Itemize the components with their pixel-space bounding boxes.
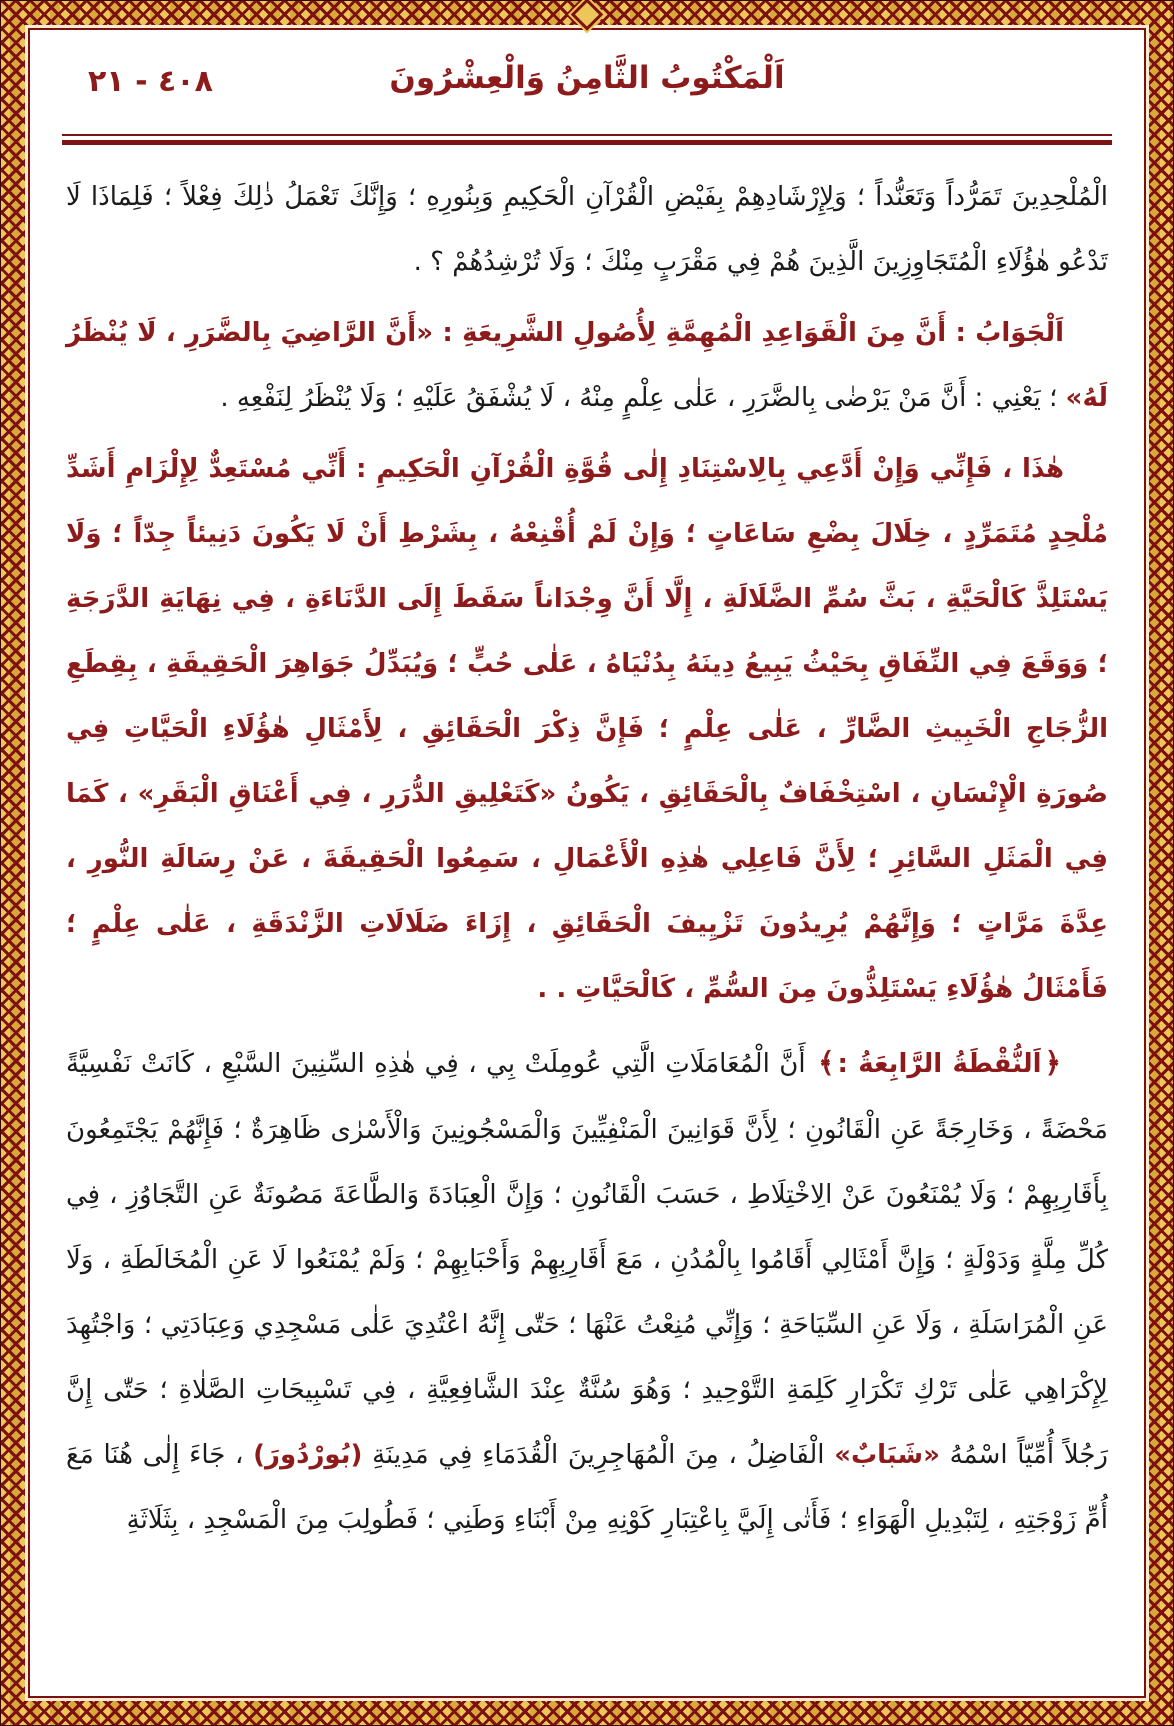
paragraph-text: الْفَاضِلُ ، مِنَ الْمُهَاجِرِينَ الْقُدَمَاءِ فِي مَدِينَةِ xyxy=(362,1440,835,1470)
city-highlight: (بُورْدُورَ) xyxy=(253,1440,363,1470)
page-header xyxy=(60,56,1114,126)
page-inner xyxy=(28,28,1146,1698)
paragraph-text: أَنَّ الْمُعَامَلَاتِ الَّتِي عُومِلَتْ بِي ، فِي هٰذِهِ السِّنِينَ السَّبْعِ ، كَانَتْ نَفْسِيَّةً مَحْضَةً ، وَخَارِجَةً عَنِ الْقَانُونِ ؛ لِأَنَّ قَوَانِينَ الْمَنْفِيِّينَ وَالْمَسْجُونِينَ وَالْأَسْرٰى ظَاهِرَةٌ ؛ فَإِنَّهُمْ يَجْتَمِعُونَ بِأَقَارِبِهِمْ ؛ وَلَا يُمْنَعُونَ عَنْ الِاخْتِلَاطِ ، حَسَبَ الْقَانُونِ ؛ وَإِنَّ الْعِبَادَةَ وَالطَّاعَةَ مَصُونَةٌ عَنِ التَّجَاوُزِ ، فِي كُلِّ مِلَّةٍ وَدَوْلَةٍ ؛ وَإِنَّ أَمْثَالِي أَقَامُوا بِالْمُدُنِ ، مَعَ أَقَارِبِهِمْ وَأَحْبَابِهِمْ ؛ وَلَمْ يُمْنَعُوا لَا عَنِ الْمُخَالَطَةِ ، وَلَا عَنِ الْمُرَاسَلَةِ ، وَلَا عَنِ السِّيَاحَةِ ؛ وَإِنِّي مُنِعْتُ عَنْهَا ؛ حَتّٰى إِنَّهُ اعْتُدِيَ عَلٰى مَسْجِدِي وَعِبَادَتِي ؛ وَاجْتُهِدَ لِإِكْرَاهِي عَلٰى تَرْكِ تَكْرَارِ كَلِمَةِ التَّوْحِيدِ ؛ وَهُوَ سُنَّةٌ عِنْدَ الشَّافِعِيَّةِ ، فِي تَسْبِيحَاتِ الصَّلٰاةِ ؛ حَتّٰى إِنَّ رَجُلاً أُمِّيّاً اسْمُهُ xyxy=(66,1049,1108,1470)
section-ornate-bracket-close-icon: ﴾ xyxy=(818,1046,835,1079)
page-number: ٤٠٨ - ٢١ xyxy=(88,64,213,99)
body-text xyxy=(60,165,1114,1553)
paragraph-text: الْمُلْحِدِينَ تَمَرُّداً وَتَعَنُّداً ؛ وَلِإِرْشَادِهِمْ بِفَيْضِ الْقُرْآنِ الْحَكِيمِ وَبِنُورِهِ ؛ وَإِنَّكَ تَعْمَلُ ذٰلِكَ فِعْلاً ؛ فَلِمَاذَا لَا تَدْعُو هٰؤُلَاءِ الْمُتَجَاوِزِينَ الَّذِينَ هُمْ فِي مَقْرَبٍ مِنْكَ ؛ وَلَا تُرْشِدُهُمْ ؟ . xyxy=(66,182,1108,277)
paragraph-red xyxy=(66,437,1108,1022)
answer-lead-text: اَلْجَوَابُ : أَنَّ مِنَ الْقَوَاعِدِ الْمُهِمَّةِ لِأُصُولِ الشَّرِيعَةِ : «أَنَّ الرَّاضِيَ بِالضَّرَرِ ، لَا يُنْظَرُ لَهُ» xyxy=(66,318,1108,413)
paragraph-text: ، جَاءَ إِلٰى هُنَا مَعَ أُمِّ زَوْجَتِهِ ، لِتَبْدِيلِ الْهَوَاءِ ؛ فَأَتٰى إِلَيَّ بِاعْتِبَارِ كَوْنِهِ مِنْ أَبْنَاءِ وَطَنِي ؛ فَطُولِبَ مِنَ الْمَسْجِدِ ، بِثَلَاثَةِ xyxy=(66,1440,1108,1535)
header-divider xyxy=(62,134,1112,145)
page-title: اَلْمَكْتُوبُ الثَّامِنُ وَالْعِشْرُونَ xyxy=(389,60,785,96)
paragraph-continuation xyxy=(66,165,1108,295)
paragraph-text: ؛ يَعْنِي : أَنَّ مَنْ يَرْضٰى بِالضَّرَرِ ، عَلٰى عِلْمٍ مِنْهُ ، لَا يُشْفَقُ عَلَيْهِ ؛ وَلَا يُنْظَرُ لِنَفْعِهِ . xyxy=(220,383,1066,413)
paragraph-answer xyxy=(66,301,1108,431)
section-ornate-bracket-open-icon: ﴿ xyxy=(1044,1046,1061,1079)
paragraph-fourth-point xyxy=(66,1028,1108,1553)
paragraph-text: هٰذَا ، فَإِنِّي وَإِنْ أَدَّعِي بِالِاسْتِنَادِ إِلٰى قُوَّةِ الْقُرْآنِ الْحَكِيمِ : أَنِّي مُسْتَعِدٌّ لِإِلْزَامِ أَشَدِّ مُلْحِدٍ مُتَمَرِّدٍ ، خِلَالَ بِضْعِ سَاعَاتٍ ؛ وَإِنْ لَمْ أُقْنِعْهُ ، بِشَرْطِ أَنْ لَا يَكُونَ دَنِيئاً جِدّاً ؛ وَلَا يَسْتَلِذَّ كَالْحَيَّةِ ، بَثَّ سُمِّ الضَّلَالَةِ ، إِلَّا أَنَّ وِجْدَاناً سَقَطَ إِلَى الدَّنَاءَةِ ، فِي نِهَايَةِ الدَّرَجَةِ ؛ وَوَقَعَ فِي النِّفَاقِ بِحَيْثُ يَبِيعُ دِينَهُ بِدُنْيَاهُ ، عَلٰى حُبٍّ ؛ وَيُبَدِّلُ جَوَاهِرَ الْحَقِيقَةِ ، بِقِطَعِ الزُّجَاجِ الْخَبِيثِ الضَّارِّ ، عَلٰى عِلْمٍ ؛ فَإِنَّ ذِكْرَ الْحَقَائِقِ ، لِأَمْثَالِ هٰؤُلَاءِ الْحَيَّاتِ فِي صُورَةِ الْإِنْسَانِ ، اسْتِخْفَافٌ بِالْحَقَائِقِ ، يَكُونُ «كَتَعْلِيقِ الدُّرَرِ ، فِي أَعْنَاقِ الْبَقَرِ» ، كَمَا فِي الْمَثَلِ السَّائِرِ ؛ لِأَنَّ فَاعِلِي هٰذِهِ الْأَعْمَالِ ، سَمِعُوا الْحَقِيقَةَ ، عَنْ رِسَالَةِ النُّورِ ، عِدَّةَ مَرَّاتٍ ؛ وَإِنَّهُمْ يُرِيدُونَ تَزْيِيفَ الْحَقَائِقِ ، إِزَاءَ ضَلَالَاتِ الزَّنْدَقَةِ ، عَلٰى عِلْمٍ ؛ فَأَمْثَالُ هٰؤُلَاءِ يَسْتَلِذُّونَ مِنَ السُّمِّ ، كَالْحَيَّاتِ . . xyxy=(66,454,1108,1004)
name-highlight: «شَبَابٌ» xyxy=(834,1440,940,1470)
page-content xyxy=(60,46,1114,1678)
section-heading: اَلنُّقْطَةُ الرَّابِعَةُ : xyxy=(837,1049,1042,1079)
